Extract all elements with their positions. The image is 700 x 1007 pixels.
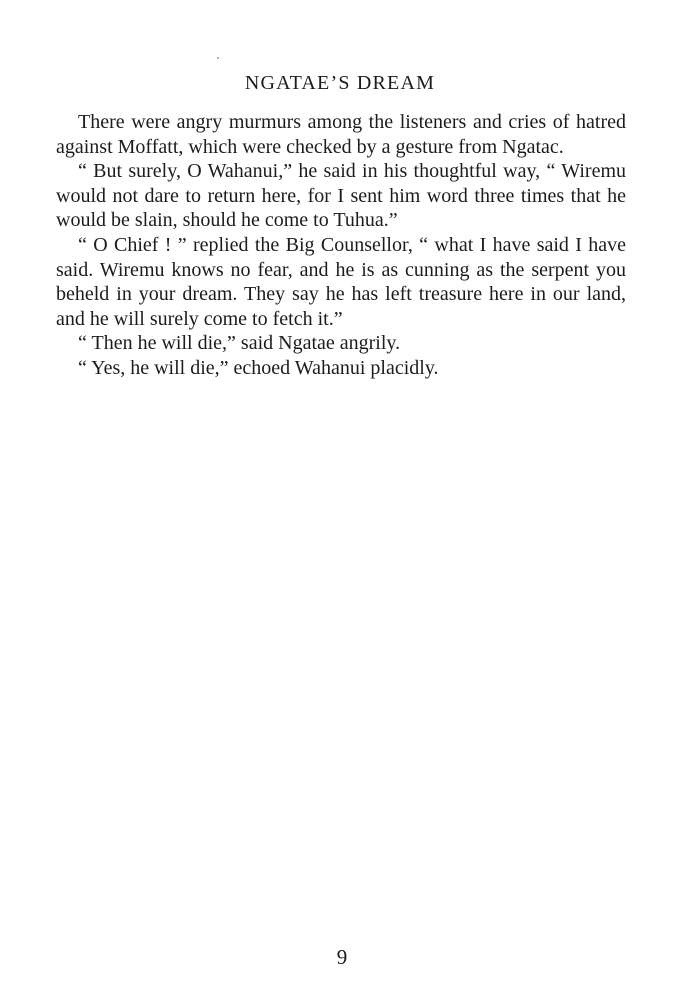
paragraph: “ Yes, he will die,” echoed Wahanui placidly. <box>78 356 439 379</box>
paragraph: “ O Chief ! ” replied the Big Counsellor, “ what I have said I have said. Wiremu knows no fear, and he is as cunning as the serpent you beheld in your dream. They say he has left treasure here in our land, and he will surely come to fetch it.” <box>56 233 626 330</box>
running-head: NGATAE’S DREAM <box>244 72 436 94</box>
body-text <box>56 110 626 381</box>
paragraph: “ But surely, O Wahanui,” he said in his thoughtful way, “ Wiremu would not dare to return here, for I sent him word three times that he would be slain, should he come to Tuhua.” <box>56 160 626 232</box>
page-number: 9 <box>336 945 348 969</box>
paper-speck <box>217 57 219 59</box>
paragraph: “ Then he will die,” said Ngatae angrily. <box>78 332 401 355</box>
paragraph: There were angry murmurs among the listeners and cries of hatred against Moffatt, which were checked by a gesture from Ngatac. <box>56 111 626 158</box>
